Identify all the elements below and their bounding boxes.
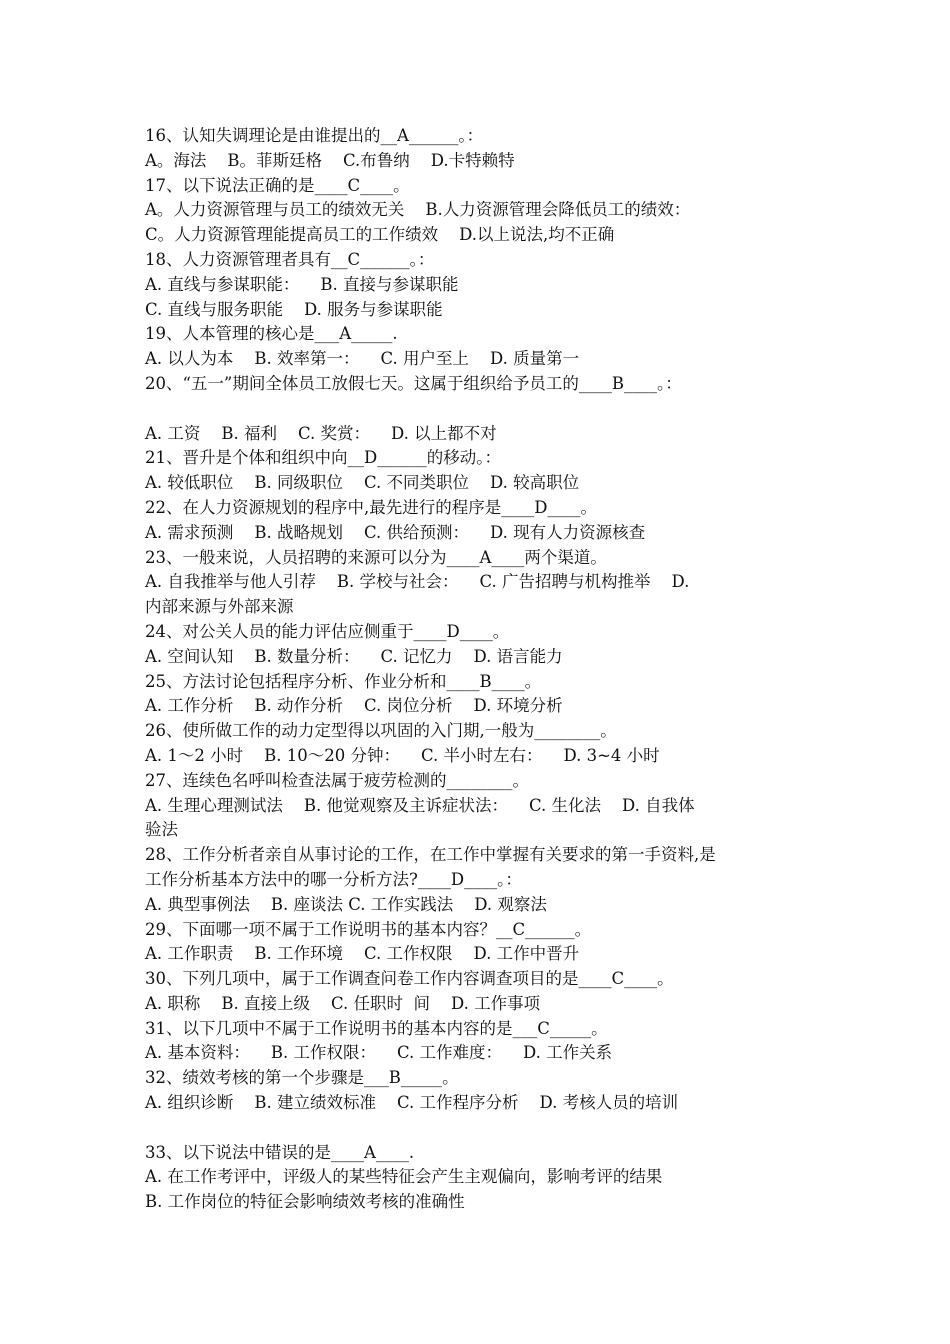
options-25: A. 工作分析 B. 动作分析 C. 岗位分析 D. 环境分析 [145,696,563,716]
options-31: A. 基本资料： B. 工作权限： C. 工作难度： D. 工作关系 [145,1043,613,1063]
question-19: 19、人本管理的核心是___A_____. [145,324,398,344]
options-21: A. 较低职位 B. 同级职位 C. 不同类职位 D. 较高职位 [145,473,580,493]
question-21: 21、晋升是个体和组织中向__D______的移动。： [145,448,501,468]
question-32: 32、绩效考核的第一个步骤是___B_____。 [145,1068,459,1088]
options-30: A. 职称 B. 直接上级 C. 任职时 间 D. 工作事项 [145,993,541,1013]
options-29: A. 工作职责 B. 工作环境 C. 工作权限 D. 工作中晋升 [145,944,580,964]
question-23: 23、一般来说，人员招聘的来源可以分为____A____两个渠道。 [145,547,607,567]
question-28: 28、工作分析者亲自从事讨论的工作，在工作中掌握有关要求的第一手资料,是 [145,845,716,865]
question-list [145,124,810,1215]
options-19: A. 以人为本 B. 效率第一： C. 用户至上 D. 质量第一 [145,349,580,369]
options-33-a: A. 在工作考评中，评级人的某些特征会产生主观偏向，影响考评的结果 [145,1167,663,1187]
question-27: 27、连续色名呼叫检查法属于疲劳检测的________。 [145,770,529,790]
options-17-cd: C。人力资源管理能提高员工的工作绩效 D.以上说法,均不正确 [145,225,615,245]
options-18-ab: A. 直线与参谋职能： B. 直接与参谋职能 [145,274,459,294]
question-31: 31、以下几项中不属于工作说明书的基本内容的是___C_____。 [145,1018,608,1038]
blank-line [145,1116,810,1141]
options-22: A. 需求预测 B. 战略规划 C. 供给预测： D. 现有人力资源核查 [145,522,646,542]
options-23-cont: 内部来源与外部来源 [145,597,294,617]
options-27-cont: 验法 [145,820,178,840]
blank-line [145,397,810,422]
question-24: 24、对公关人员的能力评估应侧重于____D____。 [145,621,510,641]
options-33-b: B. 工作岗位的特征会影响绩效考核的准确性 [145,1192,465,1212]
question-16: 16、认知失调理论是由谁提出的__A______。： [145,126,484,145]
question-33: 33、以下说法中错误的是____A____. [145,1142,415,1162]
question-18: 18、人力资源管理者具有__C______。： [145,249,435,269]
question-28-cont: 工作分析基本方法中的哪一分析方法?____D____。： [145,869,522,889]
question-20: 20、“五一”期间全体员工放假七天。这属于组织给予员工的____B____。： [145,373,682,393]
options-27: A. 生理心理测试法 B. 他觉观察及主诉症状法： C. 生化法 D. 自我体 [145,795,695,815]
options-24: A. 空间认知 B. 数量分析： C. 记忆力 D. 语言能力 [145,646,563,666]
options-28: A. 典型事例法 B. 座谈法 C. 工作实践法 D. 观察法 [145,894,547,914]
question-17: 17、以下说法正确的是____C____。 [145,175,410,195]
question-29: 29、下面哪一项不属于工作说明书的基本内容？__C______。 [145,919,592,939]
options-16: A。海法 B。菲斯廷格 C.布鲁纳 D.卡特赖特 [145,150,515,170]
options-26: A. 1～2 小时 B. 10～20 分钟： C. 半小时左右： D. 3~4 小时 [145,745,660,765]
options-32: A. 组织诊断 B. 建立绩效标准 C. 工作程序分析 D. 考核人员的培训 [145,1093,679,1113]
question-30: 30、下列几项中，属于工作调查问卷工作内容调查项目的是____C____。 [145,969,674,989]
options-17-ab: A。人力资源管理与员工的绩效无关 B.人力资源管理会降低员工的绩效： [145,200,691,220]
options-20: A. 工资 B. 福利 C. 奖赏： D. 以上都不对 [145,423,497,443]
question-26: 26、使所做工作的动力定型得以巩固的入门期,一般为________。 [145,721,617,741]
question-25: 25、方法讨论包括程序分析、作业分析和____B____。 [145,671,542,691]
options-23: A. 自我推举与他人引荐 B. 学校与社会： C. 广告招聘与机构推举 D. [145,572,690,592]
options-18-cd: C. 直线与服务职能 D. 服务与参谋职能 [145,299,443,319]
question-22: 22、在人力资源规划的程序中,最先进行的程序是____D____。 [145,497,597,517]
